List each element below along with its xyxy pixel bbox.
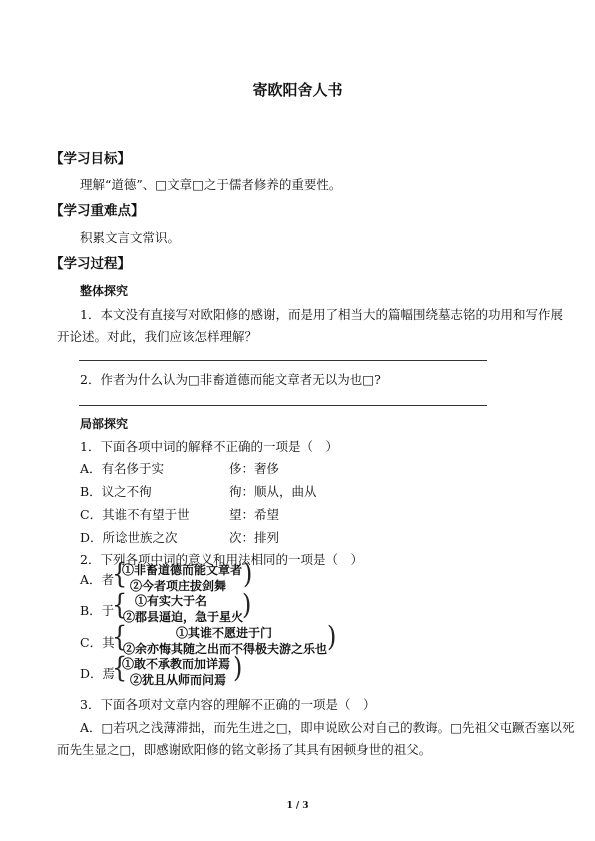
overall-heading: 整体探究: [80, 284, 129, 298]
q2-option-b: ②今者项庄拔剑舞: [130, 579, 227, 593]
left-brace: {: [112, 620, 128, 654]
q2-option-label: A．者: [80, 572, 115, 587]
q1-option-left: C．其谁不有望于世: [80, 507, 190, 522]
document-title: 寄欧阳舍人书: [252, 81, 343, 99]
q2-option-a: ①有实大于名: [135, 594, 208, 608]
q1-option-right: 望：希望: [229, 507, 280, 522]
q2-option-label: C．其: [80, 635, 115, 650]
q2-option-a: ①敢不承教而加详焉: [122, 657, 231, 671]
q2-option-label: B．于: [80, 603, 115, 618]
overall-q1-line2: 开论述。对此，我们应该怎样理解？: [57, 329, 258, 344]
left-brace: {: [112, 557, 128, 591]
q1-option-left: B．议之不徇: [80, 484, 152, 499]
local-heading: 局部探究: [80, 417, 129, 431]
section-heading-goal: 【学习目标】: [50, 151, 131, 167]
q2-option-b: ②余亦悔其随之出而不得极夫游之乐也: [123, 642, 328, 656]
left-brace: {: [112, 588, 128, 622]
section-heading-process: 【学习过程】: [50, 256, 131, 272]
q2-option-b: ②郡县逼迫，急于星火: [123, 610, 244, 624]
q2-option-b: ②犹且从师而问焉: [130, 673, 227, 687]
answer-line-1: [79, 360, 487, 361]
page-number: 1 / 3: [286, 801, 309, 811]
right-brace: ): [242, 588, 252, 622]
right-brace: ): [233, 651, 243, 685]
local-q3: 3．下面各项对文章内容的理解不正确的一项是（ ）: [80, 697, 376, 712]
q2-option-a: ①其谁不愿进于门: [176, 626, 273, 640]
q3-option-a-line2: 而先生显之□，即感谢欧阳修的铭文彰扬了其具有困顿身世的祖父。: [57, 742, 432, 757]
local-q2: 2．下列各项中词的意义和用法相同的一项是（ ）: [80, 552, 363, 567]
left-brace: {: [112, 651, 128, 685]
local-q1: 1．下面各项中词的解释不正确的一项是（ ）: [80, 439, 338, 454]
q1-option-right: 次：排列: [229, 530, 280, 545]
q1-option-right: 侈：奢侈: [229, 461, 280, 476]
q2-option-a: ①非畜道德而能文章者: [122, 563, 243, 577]
q1-option-left: A．有名侈于实: [80, 461, 165, 476]
right-brace: ): [243, 557, 253, 591]
overall-q2: 2．作者为什么认为□非畜道德而能文章者无以为也□?: [80, 372, 381, 387]
q3-option-a-line1: A．□若巩之浅薄滞拙，而先生进之□，即申说欧公对自己的教诲。□先祖父屯蹶否塞以死: [80, 720, 575, 735]
key-text: 积累文言文常识。: [80, 230, 181, 245]
section-heading-key: 【学习重难点】: [50, 203, 145, 219]
overall-q1-line1: 1．本文没有直接写对欧阳修的感谢，而是用了相当大的篇幅围绕墓志铭的功用和写作展: [80, 307, 563, 322]
right-brace: ): [327, 620, 337, 654]
answer-line-2: [79, 405, 487, 406]
goal-text: 理解“道德”、□文章□之于儒者修养的重要性。: [80, 177, 342, 192]
q1-option-right: 徇：顺从，曲从: [229, 484, 317, 499]
q1-option-left: D．所谂世族之次: [80, 530, 178, 545]
q2-option-label: D．焉: [80, 666, 116, 681]
